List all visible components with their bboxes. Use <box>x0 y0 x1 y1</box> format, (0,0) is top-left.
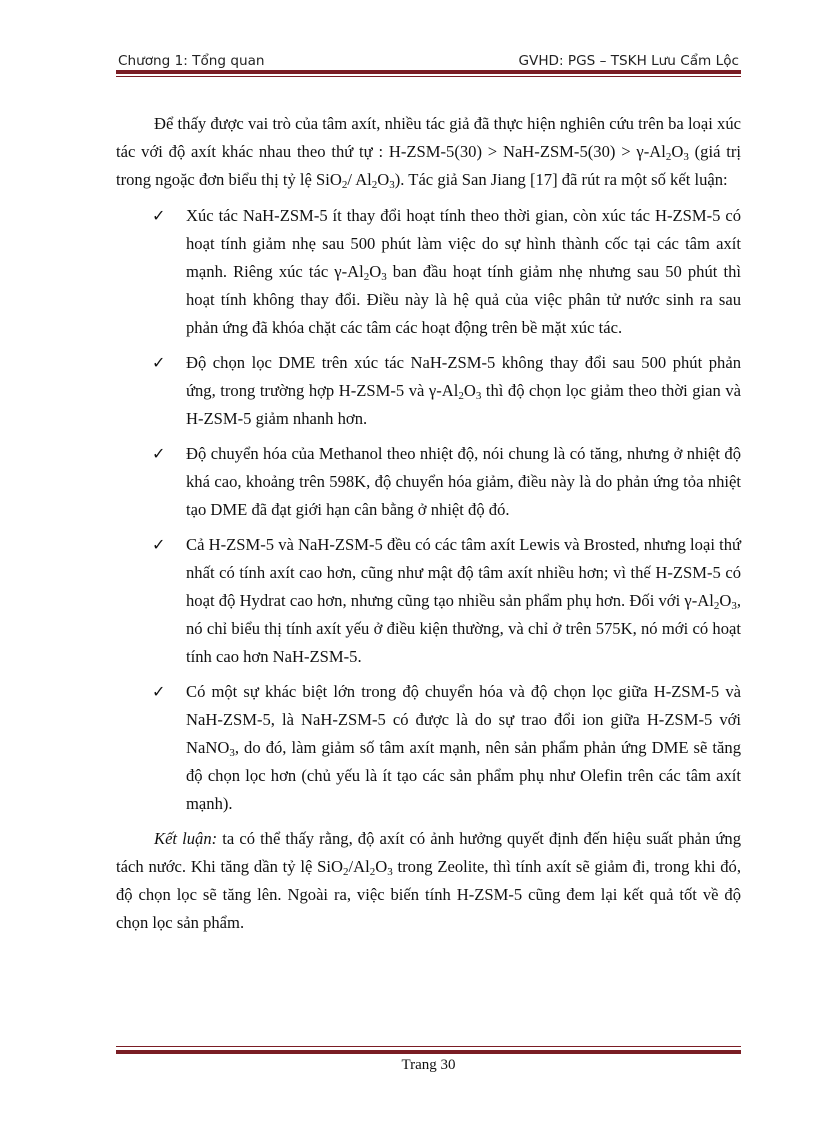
page-number: Trang 30 <box>401 1057 456 1073</box>
checkmark-icon: ✓ <box>152 206 166 225</box>
list-item: ✓ Độ chọn lọc DME trên xúc tác NaH-ZSM-5 không thay đổi sau 500 phút phản ứng, trong trường hợp H-ZSM-5 và $\gamma-Al_2O_3$ thì độ chọn lọc giảm theo thời gian và H-ZSM-5 giảm nhanh hơn. <box>116 349 741 433</box>
list-item: ✓ Cả H-ZSM-5 và NaH-ZSM-5 đều có các tâm axít Lewis và Brosted, nhưng loại thứ nhất có tính axít cao hơn, cũng như mật độ tâm axít nhiều hơn; vì thế H-ZSM-5 có hoạt độ Hydrat cao hơn, nhưng cũng tạo nhiều sản phẩm phụ hơn. Đối với $\gamma-Al_2O_3$, nó chỉ biểu thị tính axít yếu ở điều kiện thường, và chỉ ở trên 575K, nó mới có hoạt tính cao hơn NaH-ZSM-5. <box>116 531 741 671</box>
list-item: ✓ Xúc tác NaH-ZSM-5 ít thay đổi hoạt tính theo thời gian, còn xúc tác H-ZSM-5 có hoạt tính giảm nhẹ sau 500 phút làm việc do sự hình thành cốc tại các tâm axít mạnh. Riêng xúc tác $\gamma-Al_2O_3$ ban đầu hoạt tính giảm nhẹ nhưng sau 50 phút thì hoạt tính không thay đổi. Điều này là hệ quả của việc phân tử nước sinh ra sau phản ứng đã khóa chặt các tâm các hoạt động trên bề mặt xúc tác. <box>116 202 741 342</box>
list-item: ✓ Có một sự khác biệt lớn trong độ chuyển hóa và độ chọn lọc giữa H-ZSM-5 và NaH-ZSM-5, là NaH-ZSM-5 có được là do sự trao đổi ion giữa H-ZSM-5 với NaNO$_3$, do đó, làm giảm số tâm axít mạnh, nên sản phẩm phản ứng DME sẽ tăng độ chọn lọc hơn (chủ yếu là ít tạo các sản phẩm phụ như Olefin trên các tâm axít mạnh). <box>116 678 741 818</box>
footer-rule-thin <box>116 1046 741 1047</box>
advisor-name: GVHD: PGS – TSKH Lưu Cẩm Lộc <box>518 53 739 69</box>
footer-rule-thick <box>116 1050 741 1054</box>
header-rule-thick <box>116 70 741 74</box>
list-item: ✓ Độ chuyển hóa của Methanol theo nhiệt độ, nói chung là có tăng, nhưng ở nhiệt độ khá cao, khoảng trên 598K, độ chuyển hóa giảm, điều này là do phản ứng tỏa nhiệt tạo DME đã đạt giới hạn cân bằng ở nhiệt độ đó. <box>116 440 741 524</box>
chapter-title: Chương 1: Tổng quan <box>118 53 265 69</box>
conclusion-paragraph: Kết luận: ta có thể thấy rằng, độ axít có ảnh hưởng quyết định đến hiệu suất phản ứng tách nước. Khi tăng dần tỷ lệ $SiO_2/Al_2O_3$ trong Zeolite, thì tính axít sẽ giảm đi, trong khi đó, độ chọn lọc sẽ tăng lên. Ngoài ra, việc biến tính H-ZSM-5 cũng đem lại kết quả tốt về độ chọn lọc sản phẩm. <box>116 829 741 932</box>
checkmark-icon: ✓ <box>152 535 166 554</box>
intro-paragraph: Để thấy được vai trò của tâm axít, nhiều tác giả đã thực hiện nghiên cứu trên ba loại xúc tác với độ axít khác nhau theo thứ tự : $H-ZSM-5(30) > NaH-ZSM-5(30) > \gamma-Al_2O_3$ (giá trị trong ngoặc đơn biểu thị tỷ lệ SiO$_2$/ $Al_2O_3$). Tác giả San Jiang [17] đã rút ra một số kết luận: <box>116 114 741 191</box>
conclusion-list <box>116 202 741 818</box>
checkmark-icon: ✓ <box>152 444 166 463</box>
header-rule-thin <box>116 76 741 77</box>
checkmark-icon: ✓ <box>152 682 166 701</box>
checkmark-icon: ✓ <box>152 353 166 372</box>
page-header <box>116 52 741 70</box>
body-text <box>116 110 741 937</box>
conclusion-label: Kết luận: <box>154 829 218 848</box>
